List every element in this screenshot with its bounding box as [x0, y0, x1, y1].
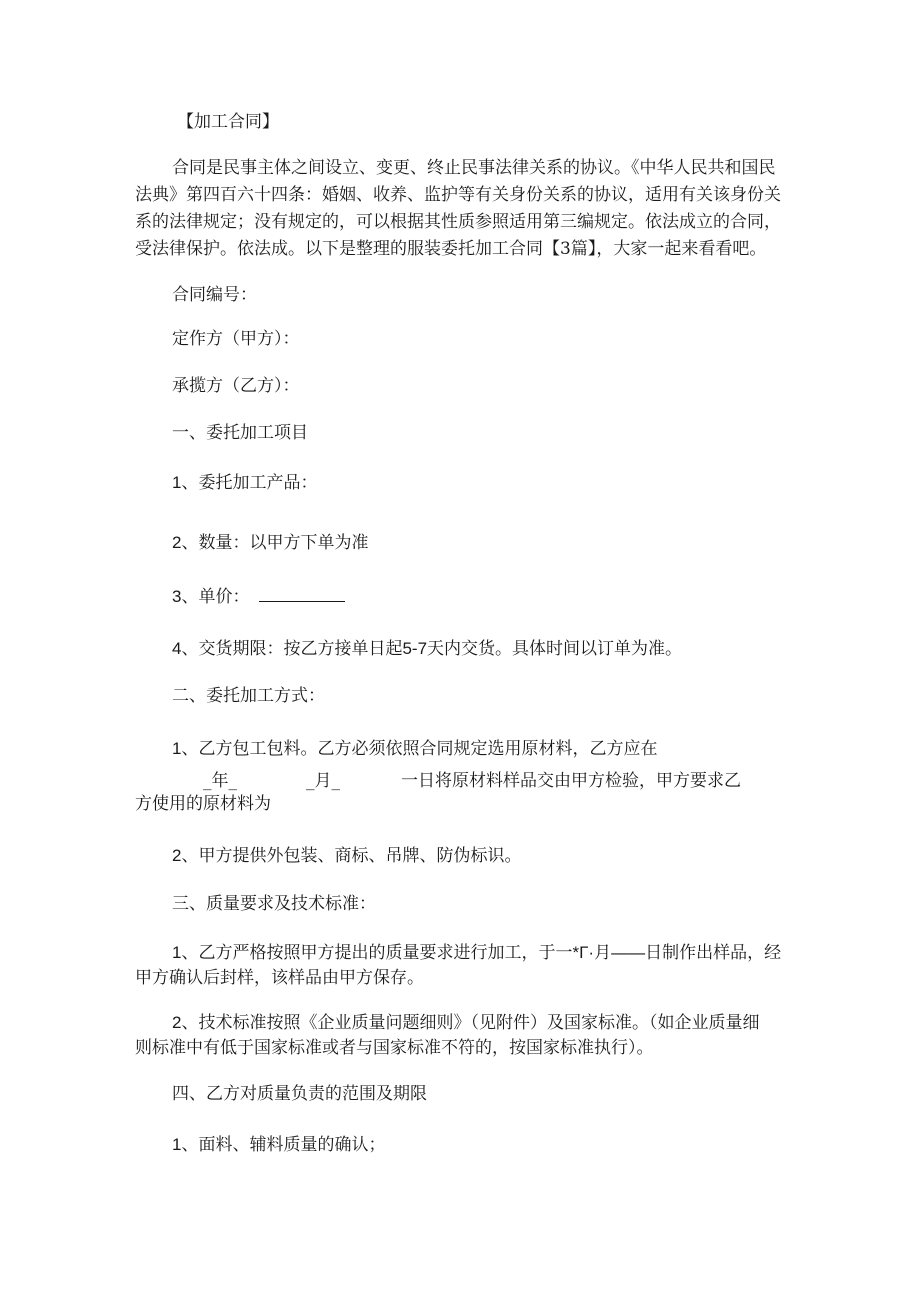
section-3-item-1-line-1: 1、乙方严格按照甲方提出的质量要求进行加工，于一*Γ·月——日制作出样品，经 [172, 943, 782, 962]
section-4-heading: 四、乙方对质量负责的范围及期限 [172, 1084, 427, 1104]
section-1-heading: 一、委托加工项目 [172, 423, 308, 443]
document-title: 【加工合同】 [177, 112, 279, 132]
party-a-field: 定作方（甲方）： [172, 329, 300, 349]
section-1-item-1: 1、委托加工产品： [172, 473, 318, 492]
unit-price-blank [259, 583, 345, 602]
intro-line: 合同是民事主体之间设立、变更、终止民事法律关系的协议。《中华人民共和国民 [172, 158, 776, 178]
section-3-item-1-line-2: 甲方确认后封样，该样品由甲方保存。 [135, 968, 424, 988]
section-3-heading: 三、质量要求及技术标准： [172, 894, 376, 914]
section-3-item-2-line-2: 则标准中有低于国家标准或者与国家标准不符的，按国家标准执行）。 [135, 1038, 654, 1058]
intro-line: 法典》第四百六十四条：婚姻、收养、监护等有关身份关系的协议，适用有关该身份关 [135, 185, 781, 205]
section-2-heading: 二、委托加工方式： [172, 686, 325, 706]
unit-price-label: 3、单价： [172, 587, 250, 606]
section-2-item-1-line-2: 一日将原材料样品交由甲方检验，甲方要求乙 [401, 771, 741, 791]
section-2-year-blank: _年_ [203, 771, 237, 791]
party-b-field: 承揽方（乙方）： [172, 376, 300, 396]
section-1-item-3 [172, 583, 345, 610]
section-2-item-1-line-1: 1、乙方包工包料。乙方必须依照合同规定选用原材料，乙方应在 [172, 739, 658, 758]
section-2-item-1-line-3: 方使用的原材料为 [135, 794, 271, 814]
intro-line: 受法律保护。依法成。以下是整理的服装委托加工合同【3篇】，大家一起来看看吧。 [135, 239, 767, 259]
section-2-month-blank: _月_ [306, 771, 340, 791]
section-3-item-2-line-1: 2、技术标准按照《企业质量问题细则》（见附件）及国家标准。（如企业质量细 [172, 1013, 760, 1032]
contract-number-field: 合同编号： [172, 285, 257, 305]
section-2-item-2: 2、甲方提供外包装、商标、吊牌、防伪标识。 [172, 846, 522, 865]
section-4-item-1: 1、面料、辅料质量的确认； [172, 1135, 386, 1154]
section-1-item-2: 2、数量：以甲方下单为准 [172, 533, 369, 552]
section-1-item-4: 4、交货期限：按乙方接单日起5-7天内交货。具体时间以订单为准。 [172, 639, 683, 658]
intro-line: 系的法律规定；没有规定的，可以根据其性质参照适用第三编规定。依法成立的合同， [135, 212, 781, 232]
